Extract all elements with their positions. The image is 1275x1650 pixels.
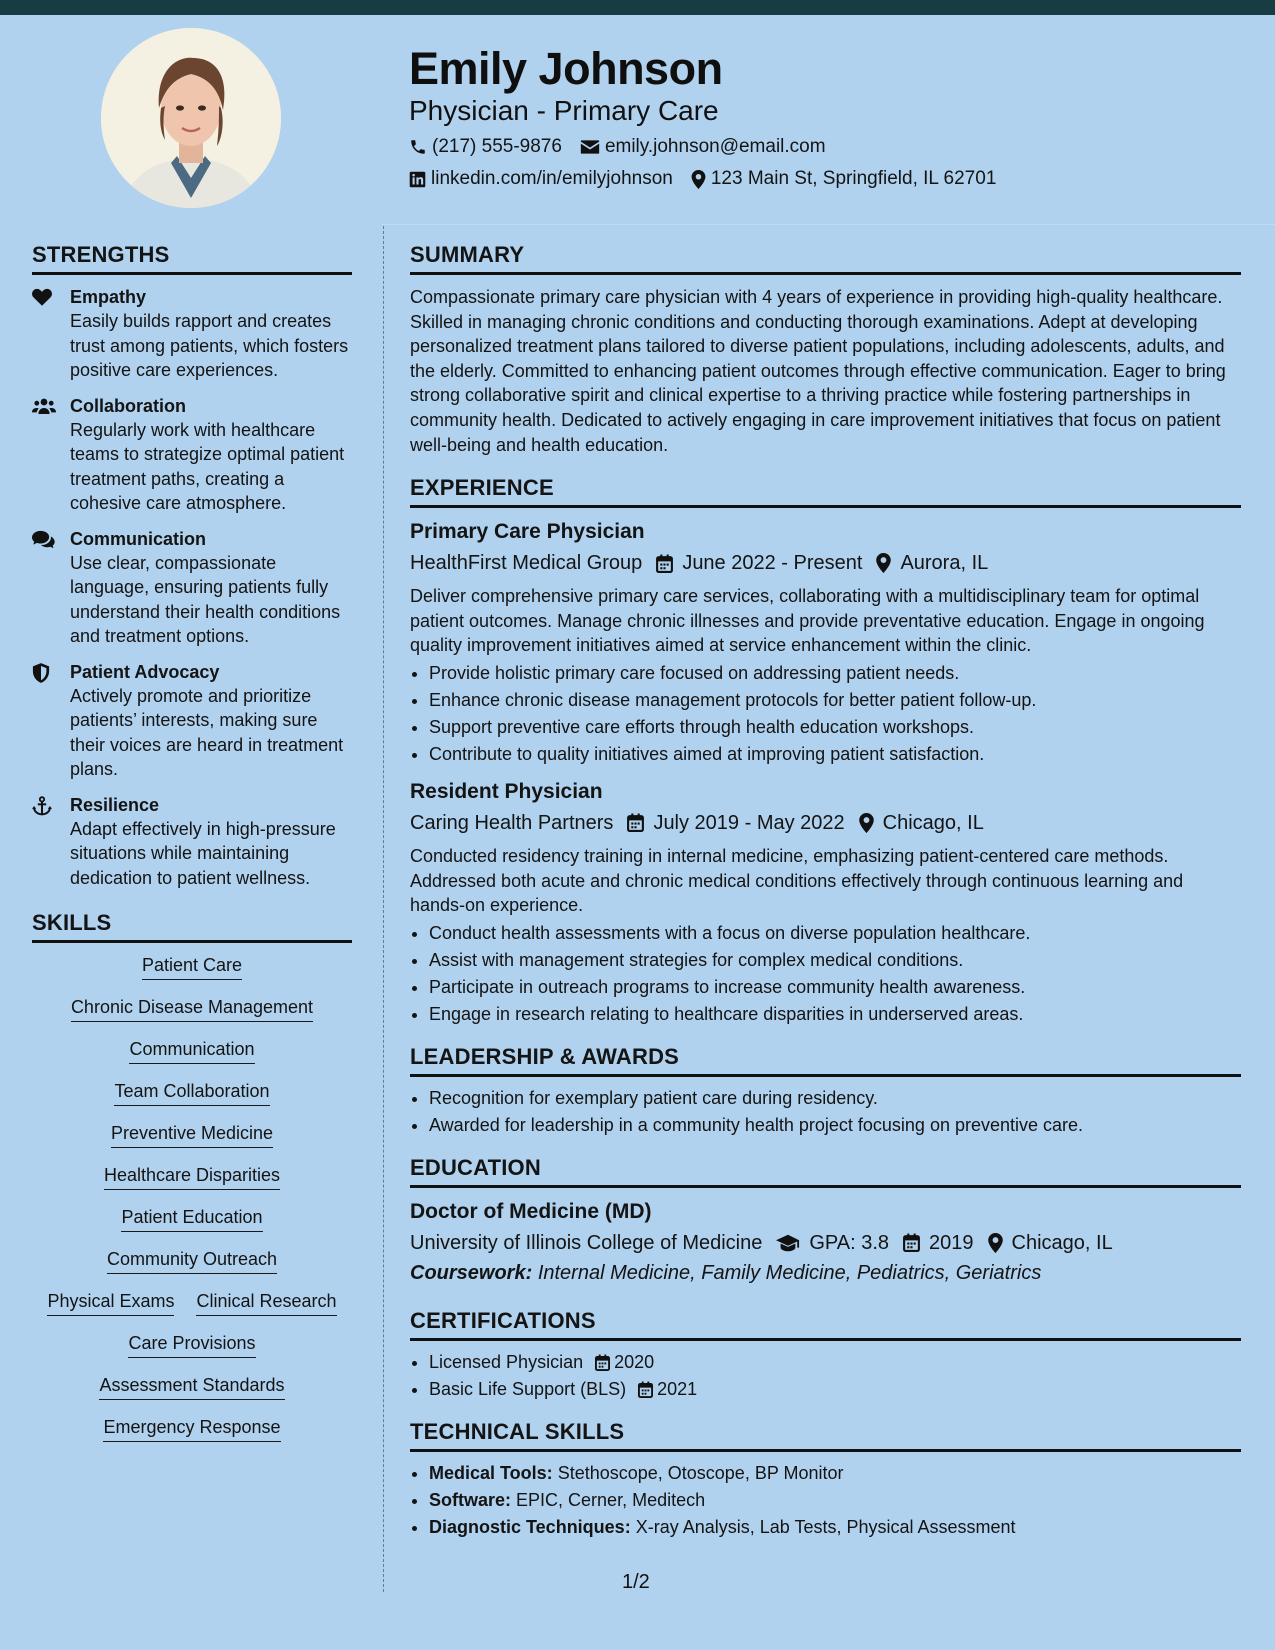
job-bullet: • Support preventive care efforts through health education workshops. xyxy=(429,714,1241,741)
strength-icon-wrap xyxy=(32,660,70,782)
skill-row xyxy=(32,1415,352,1442)
column-divider xyxy=(383,226,384,1592)
anchor-icon xyxy=(32,796,52,816)
users-icon xyxy=(32,397,56,415)
strength-icon-wrap xyxy=(32,394,70,516)
strength-icon-wrap xyxy=(32,527,70,649)
email-contact[interactable] xyxy=(580,136,826,158)
calendar-icon xyxy=(656,554,673,573)
skill-tag: Care Provisions xyxy=(128,1331,255,1358)
certifications-list xyxy=(410,1349,1241,1403)
summary-heading: SUMMARY xyxy=(410,240,1241,275)
strength-item xyxy=(32,527,352,649)
location-text: Chicago, IL xyxy=(882,811,984,834)
technical-skill-label: Diagnostic Techniques: xyxy=(429,1516,631,1537)
graduation-year: 2019 xyxy=(903,1228,974,1258)
technical-skill-item xyxy=(429,1514,1241,1541)
envelope-icon xyxy=(580,139,600,155)
technical-skill-value: X-ray Analysis, Lab Tests, Physical Assessment xyxy=(635,1516,1016,1537)
gpa: GPA: 3.8 xyxy=(776,1228,889,1258)
dates-text: July 2019 - May 2022 xyxy=(653,811,845,834)
job-bullet: • Provide holistic primary care focused on addressing patient needs. xyxy=(429,660,1241,687)
certification-name: • Licensed Physician xyxy=(429,1351,584,1372)
job-organization xyxy=(410,548,642,578)
strength-description: Adapt effectively in high-pressure situations while maintaining dedication to patient wellness. xyxy=(70,818,336,888)
map-pin-icon xyxy=(859,813,874,833)
job-meta xyxy=(410,808,1241,838)
technical-skills-list xyxy=(410,1460,1241,1541)
job-bullet: • Engage in research relating to healthcare disparities in underserved areas. xyxy=(429,1001,1241,1028)
skill-row xyxy=(32,1247,352,1274)
technical-skill-value: Stethoscope, Otoscope, BP Monitor xyxy=(557,1462,844,1483)
education-location: Chicago, IL xyxy=(988,1228,1113,1258)
job-dates xyxy=(656,548,862,578)
skill-tag: Community Outreach xyxy=(107,1247,277,1274)
strength-item xyxy=(32,793,352,891)
skill-row xyxy=(32,1121,352,1148)
graduation-cap-icon xyxy=(776,1234,800,1252)
skill-tag: Chronic Disease Management xyxy=(71,995,313,1022)
strength-item xyxy=(32,394,352,516)
job-bullet: • Assist with management strategies for complex medical conditions. xyxy=(429,947,1241,974)
strength-description: Use clear, compassionate language, ensuring patients fully understand their health conditions and treatment options. xyxy=(70,552,341,646)
skill-tag: Team Collaboration xyxy=(114,1079,269,1106)
technical-skill-value: EPIC, Cerner, Meditech xyxy=(516,1489,706,1510)
strength-title: Patient Advocacy xyxy=(70,661,220,682)
strengths-heading: STRENGTHS xyxy=(32,240,352,275)
calendar-icon xyxy=(903,1233,920,1252)
header-separator xyxy=(382,224,1275,225)
job-bullets xyxy=(410,920,1241,1028)
candidate-name: Emily Johnson xyxy=(409,43,723,94)
technical-skills-heading: TECHNICAL SKILLS xyxy=(410,1417,1241,1452)
right-column xyxy=(410,240,1241,1541)
job-bullets xyxy=(410,660,1241,768)
skill-row xyxy=(32,1289,352,1316)
degree-title: Doctor of Medicine (MD) xyxy=(410,1199,652,1223)
skill-tag: Clinical Research xyxy=(196,1289,336,1316)
strength-body xyxy=(70,394,352,516)
skill-row xyxy=(32,1205,352,1232)
strength-icon-wrap xyxy=(32,285,70,383)
job-title: Primary Care Physician xyxy=(410,520,645,544)
skills-list xyxy=(32,953,352,1442)
page-number: 1/2 xyxy=(622,1571,650,1593)
organization-text: HealthFirst Medical Group xyxy=(410,552,643,575)
comments-icon xyxy=(32,530,56,548)
job-bullet: • Participate in outreach programs to increase community health awareness. xyxy=(429,974,1241,1001)
job-bullet: • Enhance chronic disease management protocols for better patient follow-up. xyxy=(429,687,1241,714)
experience-heading: EXPERIENCE xyxy=(410,473,1241,508)
dates-text: June 2022 - Present xyxy=(682,552,863,575)
leadership-heading: LEADERSHIP & AWARDS xyxy=(410,1042,1241,1077)
skill-row xyxy=(32,1079,352,1106)
address-text: 123 Main St, Springfield, IL 62701 xyxy=(710,168,997,189)
skill-tag: Emergency Response xyxy=(103,1415,280,1442)
skill-row xyxy=(32,995,352,1022)
skill-tag: Patient Education xyxy=(121,1205,262,1232)
shield-icon xyxy=(32,663,50,683)
skill-row xyxy=(32,1331,352,1358)
strength-title: Empathy xyxy=(70,287,147,307)
certification-name: • Basic Life Support (BLS) xyxy=(429,1378,627,1399)
job-location xyxy=(876,548,988,578)
experience-list xyxy=(410,518,1241,1028)
strength-body xyxy=(70,793,352,891)
job-bullet: • Conduct health assessments with a focus on diverse population healthcare. xyxy=(429,920,1241,947)
contact-row-2 xyxy=(409,164,1014,194)
phone-contact[interactable] xyxy=(409,136,562,158)
strength-title: Resilience xyxy=(70,794,160,815)
award-item: • Recognition for exemplary patient care during residency. xyxy=(429,1085,1241,1112)
calendar-icon xyxy=(627,813,644,832)
contact-row-1 xyxy=(409,132,1014,162)
heart-icon xyxy=(32,288,52,306)
technical-skill-item xyxy=(429,1460,1241,1487)
skill-tag: Physical Exams xyxy=(47,1289,174,1316)
school-name: University of Illinois College of Medicine xyxy=(410,1231,763,1254)
job-description: Conducted residency training in internal medicine, emphasizing patient-centered care methods. Addressed both acute and chronic medical conditions effectively through continuous learning and hands-on experience. xyxy=(410,845,1184,916)
summary-text: Compassionate primary care physician with 4 years of experience in providing high-quality healthcare. Skilled in managing chronic conditions and conducting thorough examinations. Adept at developing personalized treatment plans tailored to diverse patient populations, including adolescents, adults, and the elderly. Committed to enhancing patient outcomes through effective communication. Eager to bring strong collaborative spirit and clinical expertise to a thriving practice while fostering partnerships in community health. Dedicated to actively engaging in care improvement initiatives that focus on patient well-being and health education. xyxy=(410,287,1226,455)
job-entry xyxy=(410,518,1241,768)
map-pin-icon xyxy=(876,553,891,573)
job-location xyxy=(859,808,984,838)
linkedin-contact[interactable] xyxy=(409,168,673,190)
certifications-heading: CERTIFICATIONS xyxy=(410,1306,1241,1341)
technical-skill-label: Software: xyxy=(429,1489,512,1510)
skill-row xyxy=(32,1037,352,1064)
strength-body xyxy=(70,285,352,383)
technical-skill-item xyxy=(429,1487,1241,1514)
leadership-list xyxy=(410,1085,1241,1139)
organization-text: Caring Health Partners xyxy=(410,811,614,834)
job-organization xyxy=(410,808,613,838)
job-title: Resident Physician xyxy=(410,779,603,803)
strengths-list xyxy=(32,285,352,890)
address-contact xyxy=(691,168,997,190)
skill-tag: Patient Care xyxy=(142,953,242,980)
map-pin-icon xyxy=(988,1233,1003,1253)
job-entry xyxy=(410,778,1241,1028)
phone-text: (217) 555-9876 xyxy=(432,136,562,157)
job-dates xyxy=(627,808,844,838)
resume-header xyxy=(409,42,1014,194)
job-bullet: • Contribute to quality initiatives aimed at improving patient satisfaction. xyxy=(429,741,1241,768)
strength-body xyxy=(70,660,352,782)
left-column xyxy=(32,240,352,1457)
calendar-icon xyxy=(638,1381,653,1398)
candidate-title: Physician - Primary Care xyxy=(409,95,719,126)
job-meta xyxy=(410,548,1241,578)
map-pin-icon xyxy=(691,170,706,189)
calendar-icon xyxy=(595,1354,610,1371)
strength-title: Collaboration xyxy=(70,395,186,416)
strength-icon-wrap xyxy=(32,793,70,891)
coursework: Coursework: Internal Medicine, Family Medicine, Pediatrics, Geriatrics xyxy=(410,1261,1042,1284)
skill-tag: Assessment Standards xyxy=(99,1373,284,1400)
skill-row xyxy=(32,1163,352,1190)
email-text: emily.johnson@email.com xyxy=(604,136,826,157)
strength-description: Actively promote and prioritize patients’ interests, making sure their voices are heard in treatment plans. xyxy=(70,685,344,779)
location-text: Aurora, IL xyxy=(900,552,989,575)
strength-description: Regularly work with healthcare teams to strategize optimal patient treatment paths, creating a cohesive care atmosphere. xyxy=(70,419,345,513)
phone-icon xyxy=(409,138,427,156)
strength-item xyxy=(32,660,352,782)
top-bar xyxy=(0,0,1275,15)
skill-tag: Healthcare Disparities xyxy=(104,1163,280,1190)
skills-heading: SKILLS xyxy=(32,908,352,943)
skill-row xyxy=(32,953,352,980)
profile-photo xyxy=(101,28,281,208)
strength-body xyxy=(70,527,352,649)
certification-row xyxy=(429,1376,1241,1403)
strength-title: Communication xyxy=(70,528,207,549)
education-meta xyxy=(410,1228,1241,1258)
certification-row xyxy=(429,1349,1241,1376)
strength-description: Easily builds rapport and creates trust among patients, which fosters positive care experiences. xyxy=(70,311,349,380)
award-item: • Awarded for leadership in a community health project focusing on preventive care. xyxy=(429,1112,1241,1139)
education-heading: EDUCATION xyxy=(410,1153,1241,1188)
certification-item xyxy=(429,1376,1241,1403)
certification-year: 2020 xyxy=(614,1351,655,1372)
certification-item xyxy=(429,1349,1241,1376)
skill-row xyxy=(32,1373,352,1400)
linkedin-icon xyxy=(409,171,426,188)
certification-year: 2021 xyxy=(657,1378,698,1399)
job-description: Deliver comprehensive primary care services, collaborating with a multidisciplinary team for optimal patient outcomes. Manage chronic illnesses and provide preventative education. Engage in ongoing quality improvement initiatives aimed at service enhancement within the clinic. xyxy=(410,586,1205,656)
skill-tag: Communication xyxy=(129,1037,254,1064)
linkedin-text: linkedin.com/in/emilyjohnson xyxy=(431,168,673,189)
technical-skill-label: Medical Tools: xyxy=(429,1462,553,1483)
skill-tag: Preventive Medicine xyxy=(111,1121,273,1148)
strength-item xyxy=(32,285,352,383)
